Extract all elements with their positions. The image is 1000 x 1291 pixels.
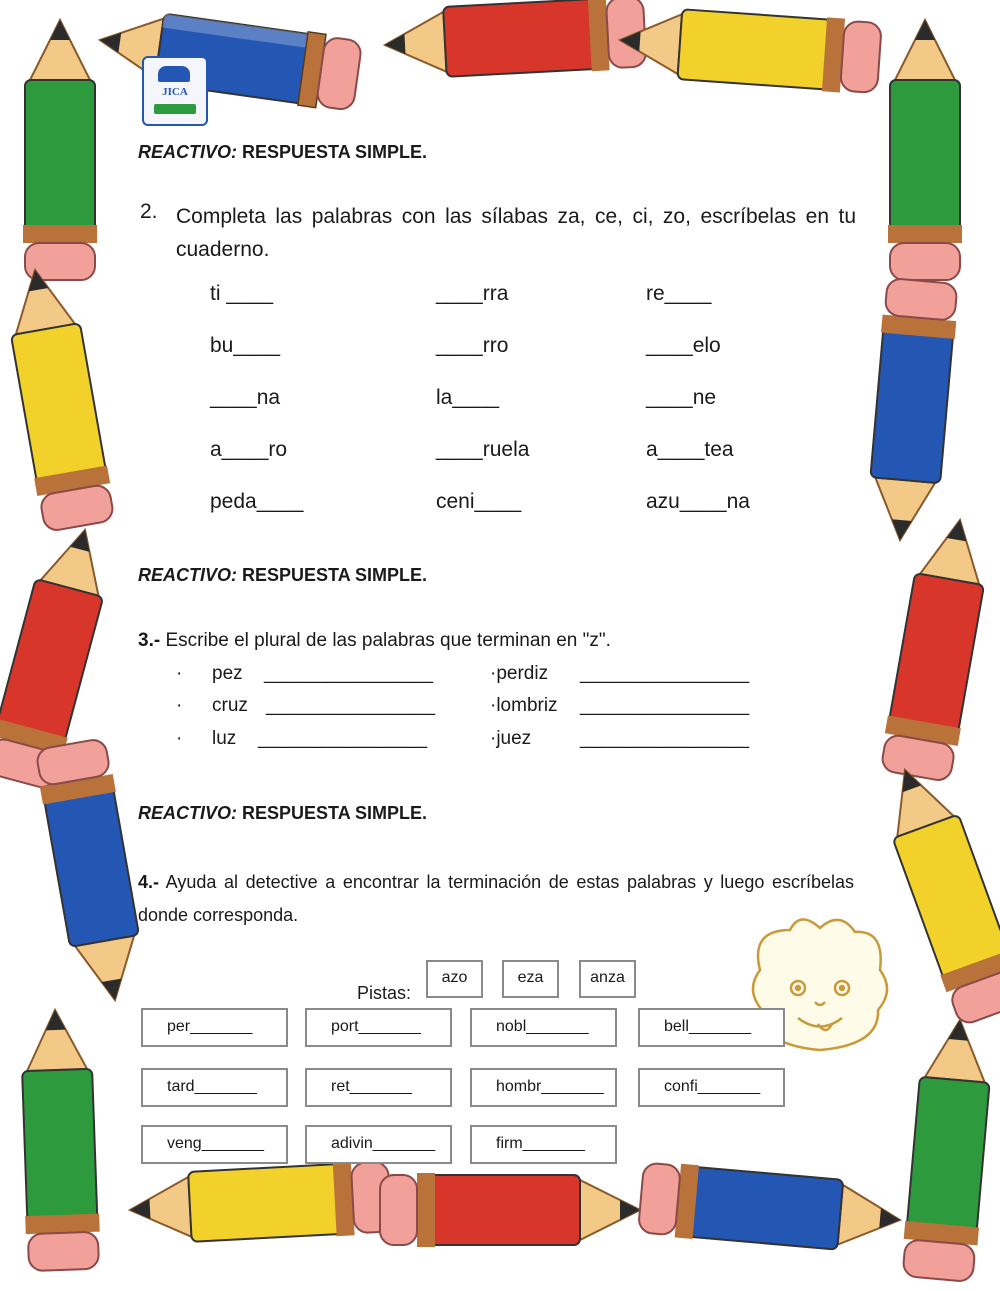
answer-blank[interactable]: ________________ xyxy=(266,695,436,716)
hint-box: anza xyxy=(579,960,636,998)
q2-instruction: Completa las palabras con las sílabas za, ce, ci, zo, escríbelas en tu cuaderno. xyxy=(176,205,856,261)
word-completion-box[interactable] xyxy=(470,1008,617,1047)
word-stem: ret_______ xyxy=(331,1078,412,1095)
word-completion-box[interactable] xyxy=(141,1068,288,1107)
q4-instruction: Ayuda al detective a encontrar la terminación de estas palabras y luego escríbelas donde corresponda. xyxy=(138,872,854,925)
reactivo-label: REACTIVO: xyxy=(138,565,237,585)
syllable-word: ____ne xyxy=(646,386,717,409)
reactivo-type: RESPUESTA SIMPLE. xyxy=(242,565,428,585)
syllable-word: ti ____ xyxy=(210,282,274,305)
syllable-word: re____ xyxy=(646,282,712,305)
q2-number: 2. xyxy=(140,200,158,223)
reactivo-label: REACTIVO: xyxy=(138,142,237,162)
syllable-word: la____ xyxy=(436,386,500,409)
answer-blank[interactable]: ________________ xyxy=(258,728,428,749)
q3-instruction: Escribe el plural de las palabras que terminan en "z". xyxy=(165,630,611,651)
word-completion-box[interactable] xyxy=(638,1008,785,1047)
syllable-word: ____rro xyxy=(436,334,509,357)
logo-text: JICA xyxy=(162,86,188,98)
word-completion-box[interactable] xyxy=(141,1125,288,1164)
word-stem: hombr_______ xyxy=(496,1078,604,1095)
word-completion-box[interactable] xyxy=(305,1008,452,1047)
school-logo xyxy=(142,56,208,126)
syllable-word: ____rra xyxy=(436,282,509,305)
syllable-word: peda____ xyxy=(210,490,304,513)
reactivo-heading-2 xyxy=(138,565,427,586)
word-completion-box[interactable] xyxy=(305,1068,452,1107)
word-stem: firm_______ xyxy=(496,1135,585,1152)
syllable-word: a____tea xyxy=(646,438,734,461)
singular-word: ·perdiz xyxy=(490,663,549,684)
word-completion-box[interactable] xyxy=(470,1068,617,1107)
answer-blank[interactable]: ________________ xyxy=(580,663,750,684)
singular-word: ·lombriz xyxy=(490,695,558,716)
syllable-word: bu____ xyxy=(210,334,281,357)
reactivo-type: RESPUESTA SIMPLE. xyxy=(242,142,428,162)
singular-word: cruz xyxy=(212,695,248,716)
syllable-word: ceni____ xyxy=(436,490,522,513)
word-stem: per_______ xyxy=(167,1018,253,1035)
list-bullet: · xyxy=(176,728,183,749)
q3-number: 3.- xyxy=(138,630,161,651)
syllable-word: a____ro xyxy=(210,438,288,461)
singular-word: pez xyxy=(212,663,243,684)
answer-blank[interactable]: ________________ xyxy=(580,695,750,716)
answer-blank[interactable]: ________________ xyxy=(264,663,434,684)
list-bullet: · xyxy=(176,695,183,716)
reactivo-type: RESPUESTA SIMPLE. xyxy=(242,803,428,823)
word-completion-box[interactable] xyxy=(305,1125,452,1164)
syllable-word: ____ruela xyxy=(436,438,530,461)
word-completion-box[interactable] xyxy=(638,1068,785,1107)
word-stem: adivin_______ xyxy=(331,1135,436,1152)
reactivo-heading-3 xyxy=(138,803,427,824)
singular-word: ·juez xyxy=(490,728,532,749)
word-stem: veng_______ xyxy=(167,1135,264,1152)
syllable-word: ____na xyxy=(210,386,281,409)
word-stem: port_______ xyxy=(331,1018,421,1035)
singular-word: luz xyxy=(212,728,237,749)
reactivo-label: REACTIVO: xyxy=(138,803,237,823)
q3-prompt xyxy=(138,630,611,652)
syllable-word: azu____na xyxy=(646,490,750,513)
q4-number: 4.- xyxy=(138,872,160,892)
list-bullet: · xyxy=(176,663,183,684)
pencil-top-blue xyxy=(95,3,363,112)
word-stem: confi_______ xyxy=(664,1078,761,1095)
word-completion-box[interactable] xyxy=(141,1008,288,1047)
q4-prompt xyxy=(138,866,854,932)
syllable-word: ____elo xyxy=(646,334,721,357)
hint-box: eza xyxy=(502,960,559,998)
pistas-label: Pistas: xyxy=(357,983,412,1003)
pencil-top-red xyxy=(383,0,647,82)
reactivo-heading-1 xyxy=(138,142,427,163)
word-stem: tard_______ xyxy=(167,1078,257,1095)
word-stem: nobl_______ xyxy=(496,1018,589,1035)
hint-box: azo xyxy=(426,960,483,998)
answer-blank[interactable]: ________________ xyxy=(580,728,750,749)
word-stem: bell_______ xyxy=(664,1018,752,1035)
word-completion-box[interactable] xyxy=(470,1125,617,1164)
